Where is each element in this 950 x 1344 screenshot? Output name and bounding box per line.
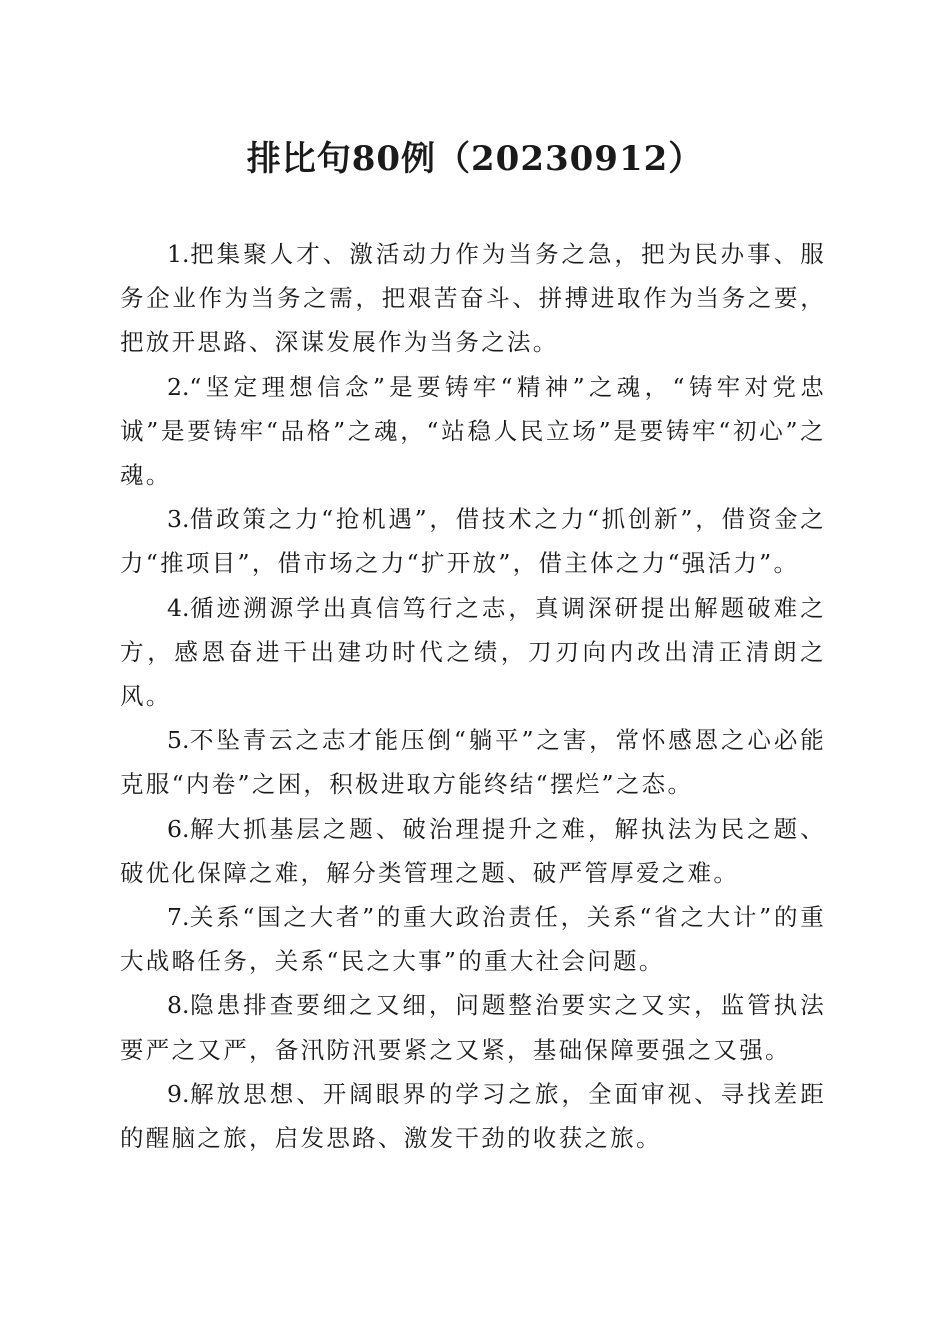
paragraph-5 bbox=[120, 718, 826, 806]
paragraph-9 bbox=[120, 1072, 826, 1160]
paragraph-text: “坚定理想信念”是要铸牢“精神”之魂，“铸牢对党忠诚”是要铸牢“品格”之魂，“站稳人民立场”是要铸牢“初心”之魂。 bbox=[120, 372, 826, 490]
paragraph-8 bbox=[120, 983, 826, 1071]
paragraph-text: 解大抓基层之题、破治理提升之难，解执法为民之题、破优化保障之难，解分类管理之题、破严管厚爱之难。 bbox=[120, 814, 826, 887]
paragraph-number: 8. bbox=[167, 991, 190, 1020]
paragraph-2 bbox=[120, 365, 826, 498]
paragraph-7 bbox=[120, 895, 826, 983]
document-body bbox=[120, 232, 826, 1160]
paragraph-text: 隐患排查要细之又细，问题整治要实之又实，监管执法要严之又严，备汛防汛要紧之又紧，基础保障要强之又强。 bbox=[120, 991, 826, 1064]
paragraph-text: 不坠青云之志才能压倒“躺平”之害，常怀感恩之心必能克服“内卷”之困，积极进取方能终结“摆烂”之态。 bbox=[120, 726, 826, 799]
paragraph-number: 4. bbox=[167, 593, 190, 622]
paragraph-number: 3. bbox=[167, 505, 190, 534]
paragraph-3 bbox=[120, 497, 826, 585]
paragraph-text: 关系“国之大者”的重大政治责任，关系“省之大计”的重大战略任务，关系“民之大事”的重大社会问题。 bbox=[120, 903, 826, 976]
paragraph-text: 循迹溯源学出真信笃行之志，真调深研提出解题破难之方，感恩奋进干出建功时代之绩，刀刃向内改出清正清朗之风。 bbox=[120, 593, 826, 711]
paragraph-text: 借政策之力“抢机遇”，借技术之力“抓创新”，借资金之力“推项目”，借市场之力“扩开放”，借主体之力“强活力”。 bbox=[120, 505, 826, 578]
paragraph-6 bbox=[120, 807, 826, 895]
paragraph-number: 5. bbox=[167, 726, 190, 755]
document-title: 排比句80例（20230912） bbox=[246, 139, 704, 179]
paragraph-number: 2. bbox=[167, 372, 190, 401]
paragraph-1 bbox=[120, 232, 826, 365]
paragraph-number: 1. bbox=[167, 240, 190, 268]
paragraph-4 bbox=[120, 586, 826, 719]
paragraph-number: 7. bbox=[167, 903, 190, 932]
paragraph-text: 把集聚人才、激活动力作为当务之急，把为民办事、服务企业作为当务之需，把艰苦奋斗、拼搏进取作为当务之要，把放开思路、深谋发展作为当务之法。 bbox=[120, 240, 826, 357]
paragraph-number: 9. bbox=[167, 1079, 190, 1108]
paragraph-number: 6. bbox=[167, 814, 190, 843]
paragraph-text: 解放思想、开阔眼界的学习之旅，全面审视、寻找差距的醒脑之旅，启发思路、激发干劲的收获之旅。 bbox=[120, 1079, 826, 1153]
